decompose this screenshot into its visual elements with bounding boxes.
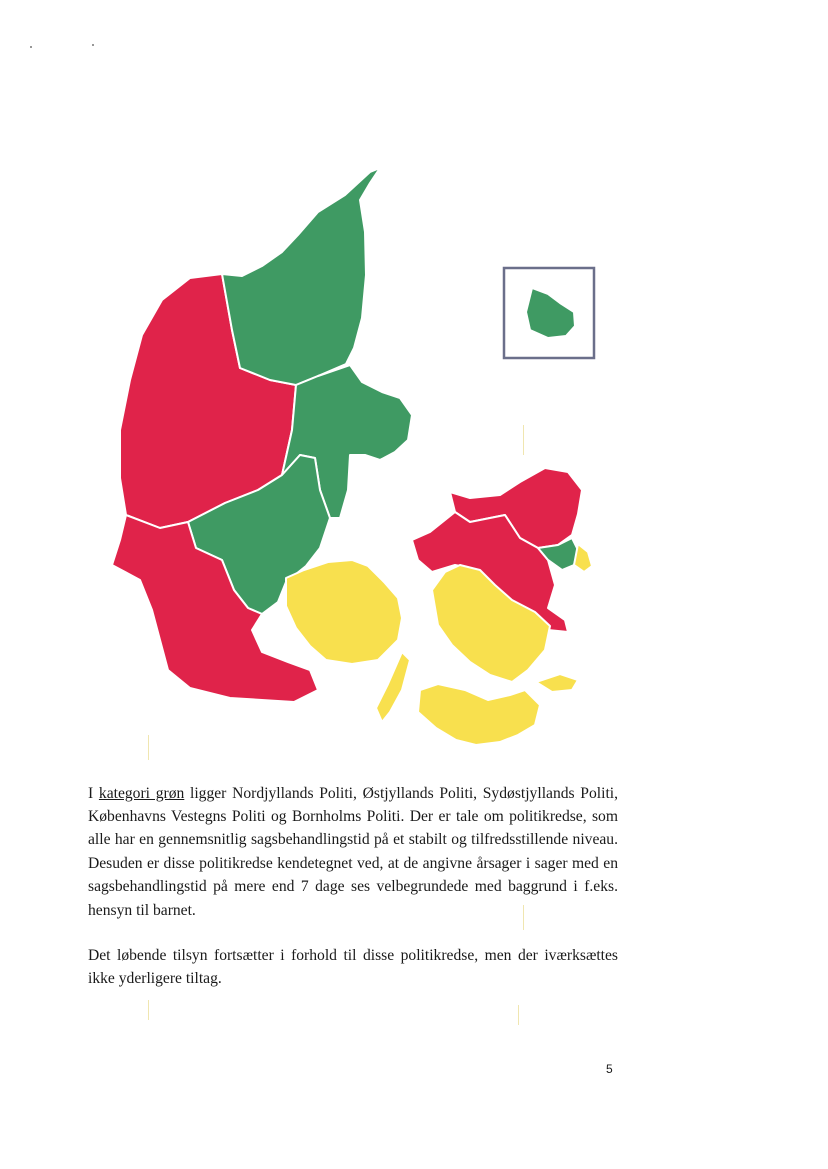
scan-line bbox=[148, 1000, 149, 1020]
region-moen bbox=[536, 674, 578, 692]
region-fyn bbox=[286, 560, 402, 664]
region-lolland-falster bbox=[418, 684, 540, 745]
paragraph-tilsyn: Det løbende tilsyn fortsætter i forhold til disse politikredse, men der iværksættes ikke yderligere tiltag. bbox=[88, 946, 618, 987]
region-koebenhavn bbox=[574, 544, 592, 572]
para1-prefix: I bbox=[88, 784, 99, 802]
scan-line bbox=[518, 1005, 519, 1025]
category-link-text: kategori grøn bbox=[98, 784, 185, 802]
page-number: 5 bbox=[606, 1062, 613, 1076]
paragraph-kategori-groen bbox=[88, 782, 618, 922]
region-langeland bbox=[376, 652, 410, 722]
para1-rest: ligger Nordjyllands Politi, Østjyllands Politi, Sydøstjyllands Politi, Københavns Vestegns Politi og Bornholms Politi. Der er tale om politikredse, som alle har en gennemsnitlig sagsbehandlingstid på et stabilt og tilfredsstillende niveau. Desuden er disse politikredse kendetegnet ved, at de angivne årsager i sager med en sagsbehandlingstid på mere end 7 dage ses velbegrundede med baggrund i f.eks. hensyn til barnet. bbox=[88, 784, 619, 919]
region-nordjylland bbox=[222, 168, 380, 385]
region-bornholm bbox=[526, 288, 575, 338]
